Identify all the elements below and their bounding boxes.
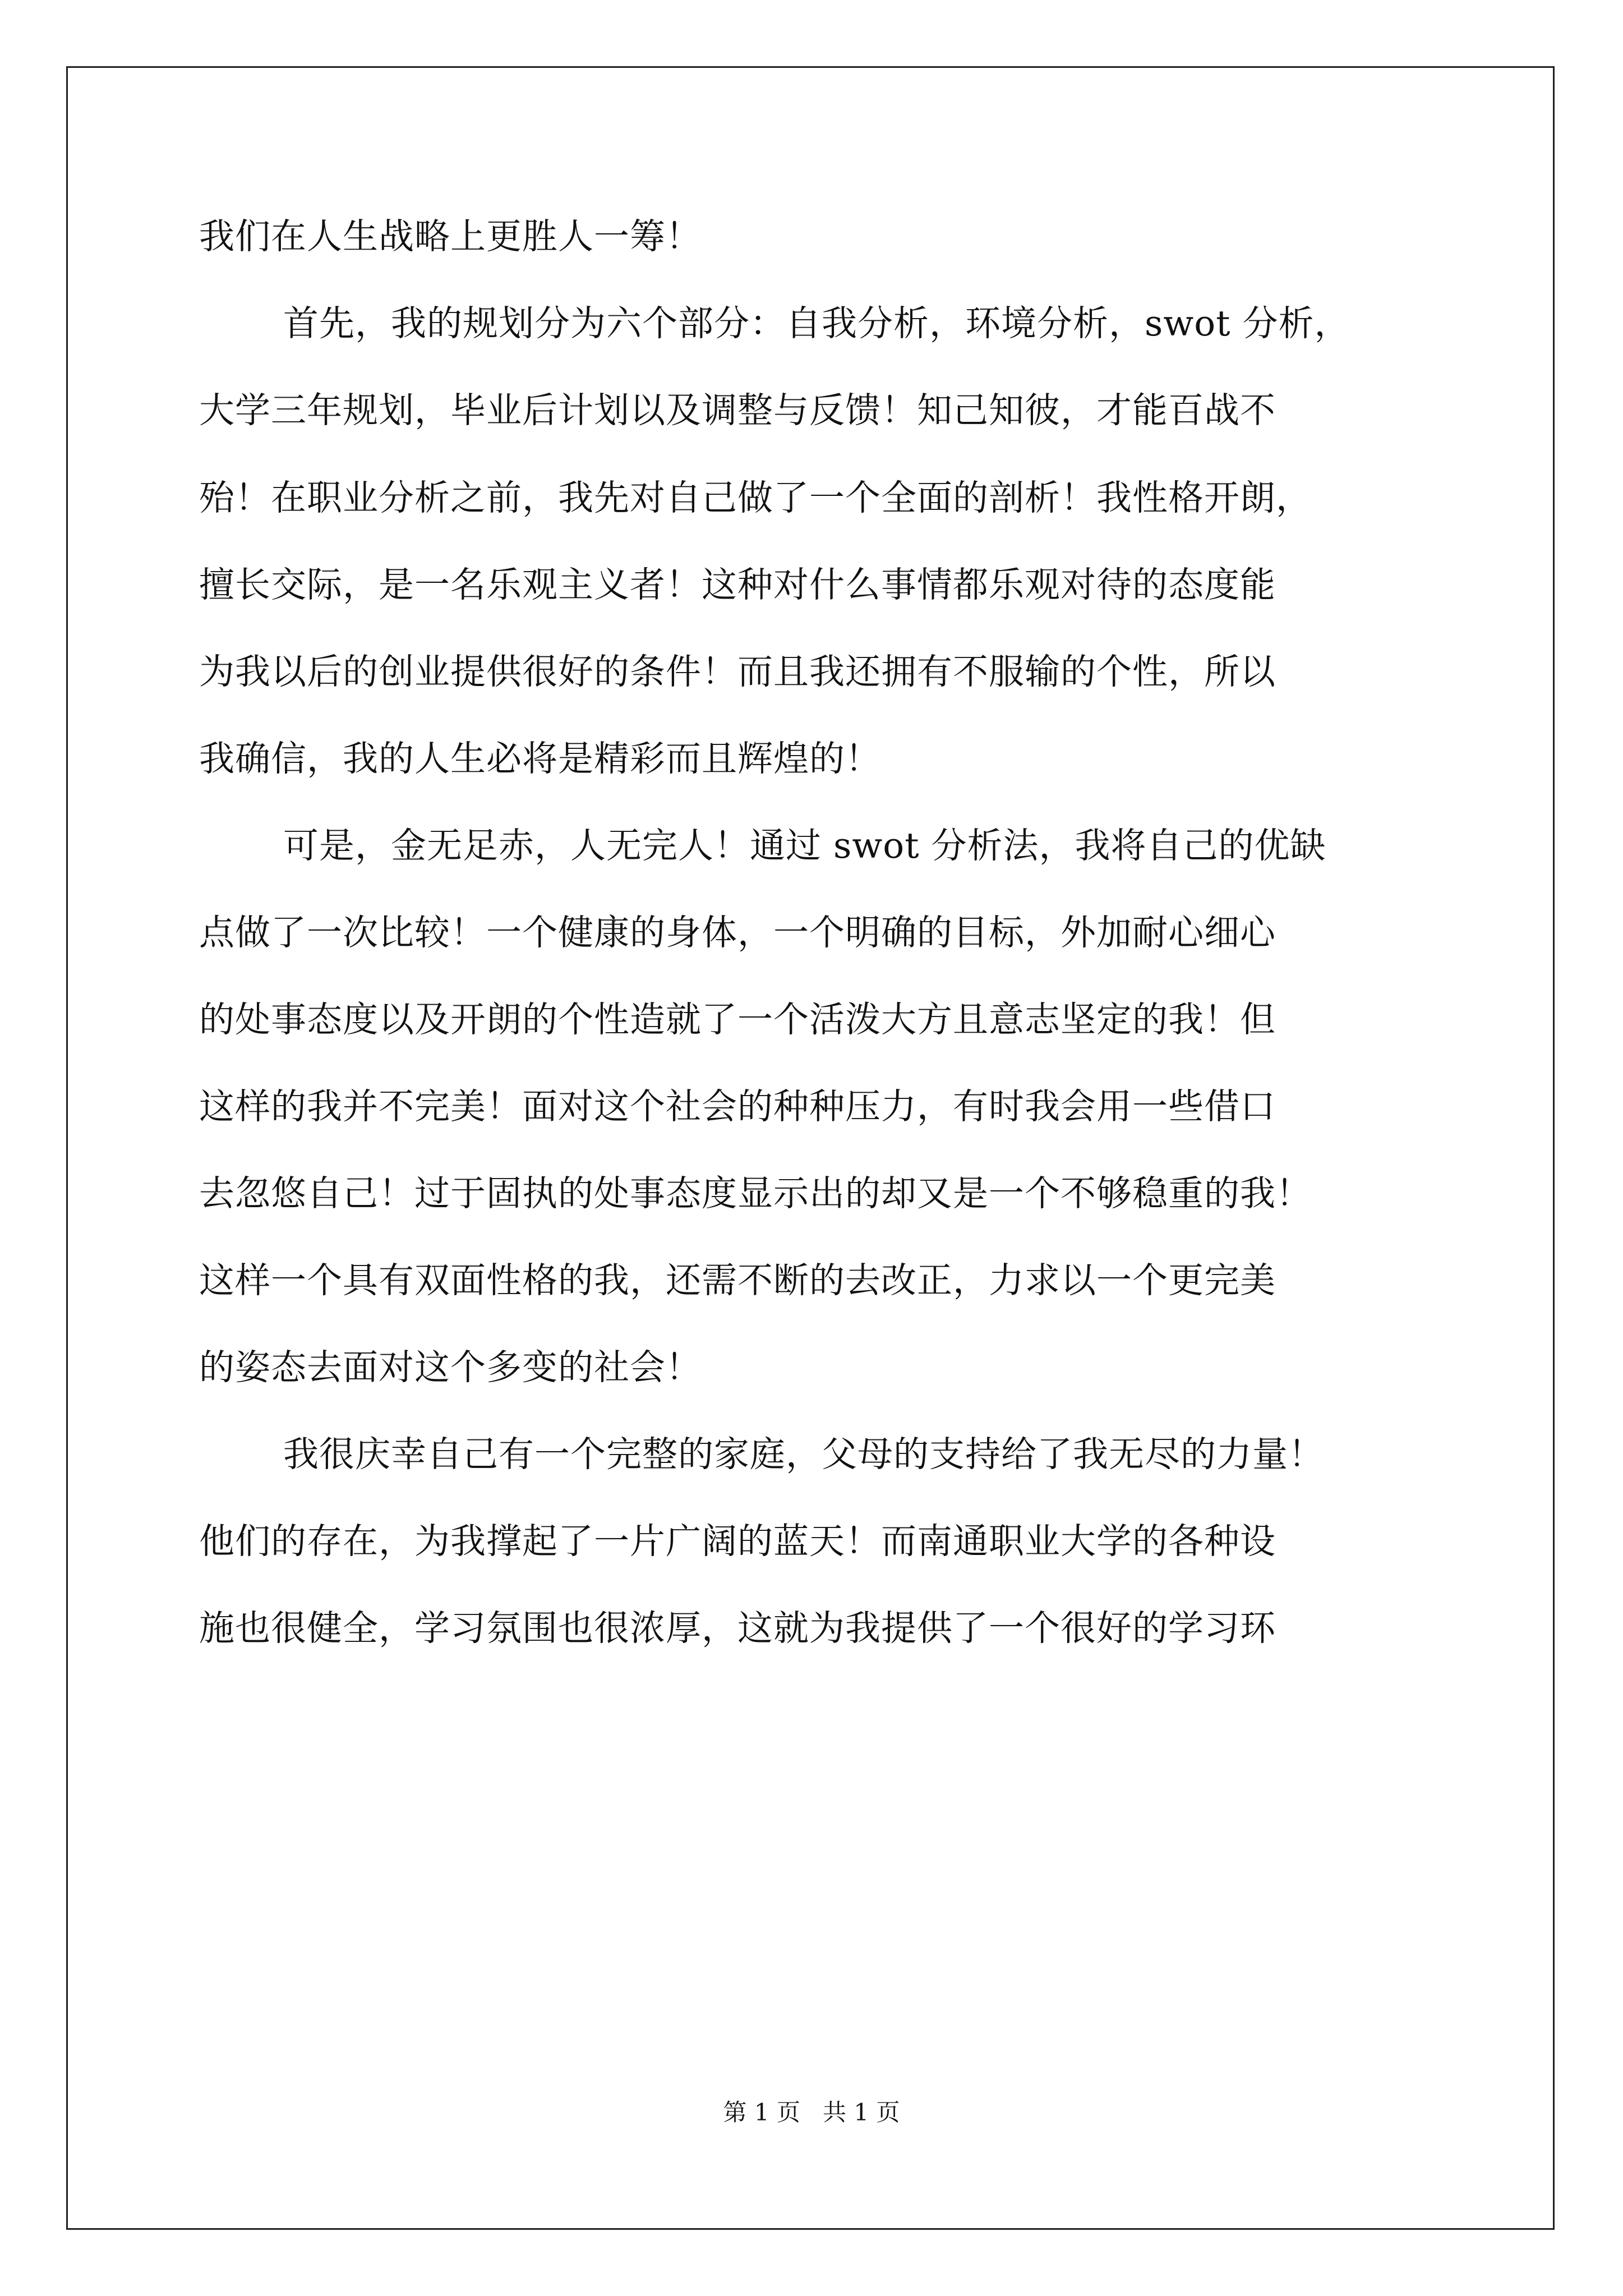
paragraph-start-line: 首先，我的规划分为六个部分：自我分析，环境分析，swot 分析， bbox=[283, 303, 1350, 344]
text-line: 去忽悠自己！过于固执的处事态度显示出的却又是一个不够稳重的我！ bbox=[199, 1173, 1312, 1214]
text-line: 这样一个具有双面性格的我，还需不断的去改正，力求以一个更完美 bbox=[199, 1260, 1276, 1301]
text-line: 他们的存在，为我撑起了一片广阔的蓝天！而南通职业大学的各种设 bbox=[199, 1521, 1276, 1562]
text-line: 点做了一次比较！一个健康的身体，一个明确的目标，外加耐心细心 bbox=[199, 912, 1276, 953]
text-line: 殆！在职业分析之前，我先对自己做了一个全面的剖析！我性格开朗， bbox=[199, 477, 1312, 518]
text-line: 擅长交际，是一名乐观主义者！这种对什么事情都乐观对待的态度能 bbox=[199, 564, 1276, 605]
text-line: 大学三年规划，毕业后计划以及调整与反馈！知己知彼，才能百战不 bbox=[199, 390, 1276, 431]
text-line: 施也很健全，学习氛围也很浓厚，这就为我提供了一个很好的学习环 bbox=[199, 1608, 1276, 1649]
text-line: 为我以后的创业提供很好的条件！而且我还拥有不服输的个性，所以 bbox=[199, 651, 1276, 692]
text-line: 的姿态去面对这个多变的社会！ bbox=[199, 1347, 702, 1388]
page-number-footer: 第 1 页 共 1 页 bbox=[723, 2099, 900, 2126]
text-line: 这样的我并不完美！面对这个社会的种种压力，有时我会用一些借口 bbox=[199, 1086, 1276, 1127]
text-line: 我们在人生战略上更胜人一筹！ bbox=[199, 216, 702, 257]
text-line: 的处事态度以及开朗的个性造就了一个活泼大方且意志坚定的我！但 bbox=[199, 999, 1276, 1040]
paragraph-start-line: 我很庆幸自己有一个完整的家庭，父母的支持给了我无尽的力量！ bbox=[283, 1434, 1324, 1475]
text-line: 我确信，我的人生必将是精彩而且辉煌的！ bbox=[199, 738, 881, 779]
paragraph-start-line: 可是，金无足赤，人无完人！通过 swot 分析法，我将自己的优缺 bbox=[283, 825, 1326, 866]
